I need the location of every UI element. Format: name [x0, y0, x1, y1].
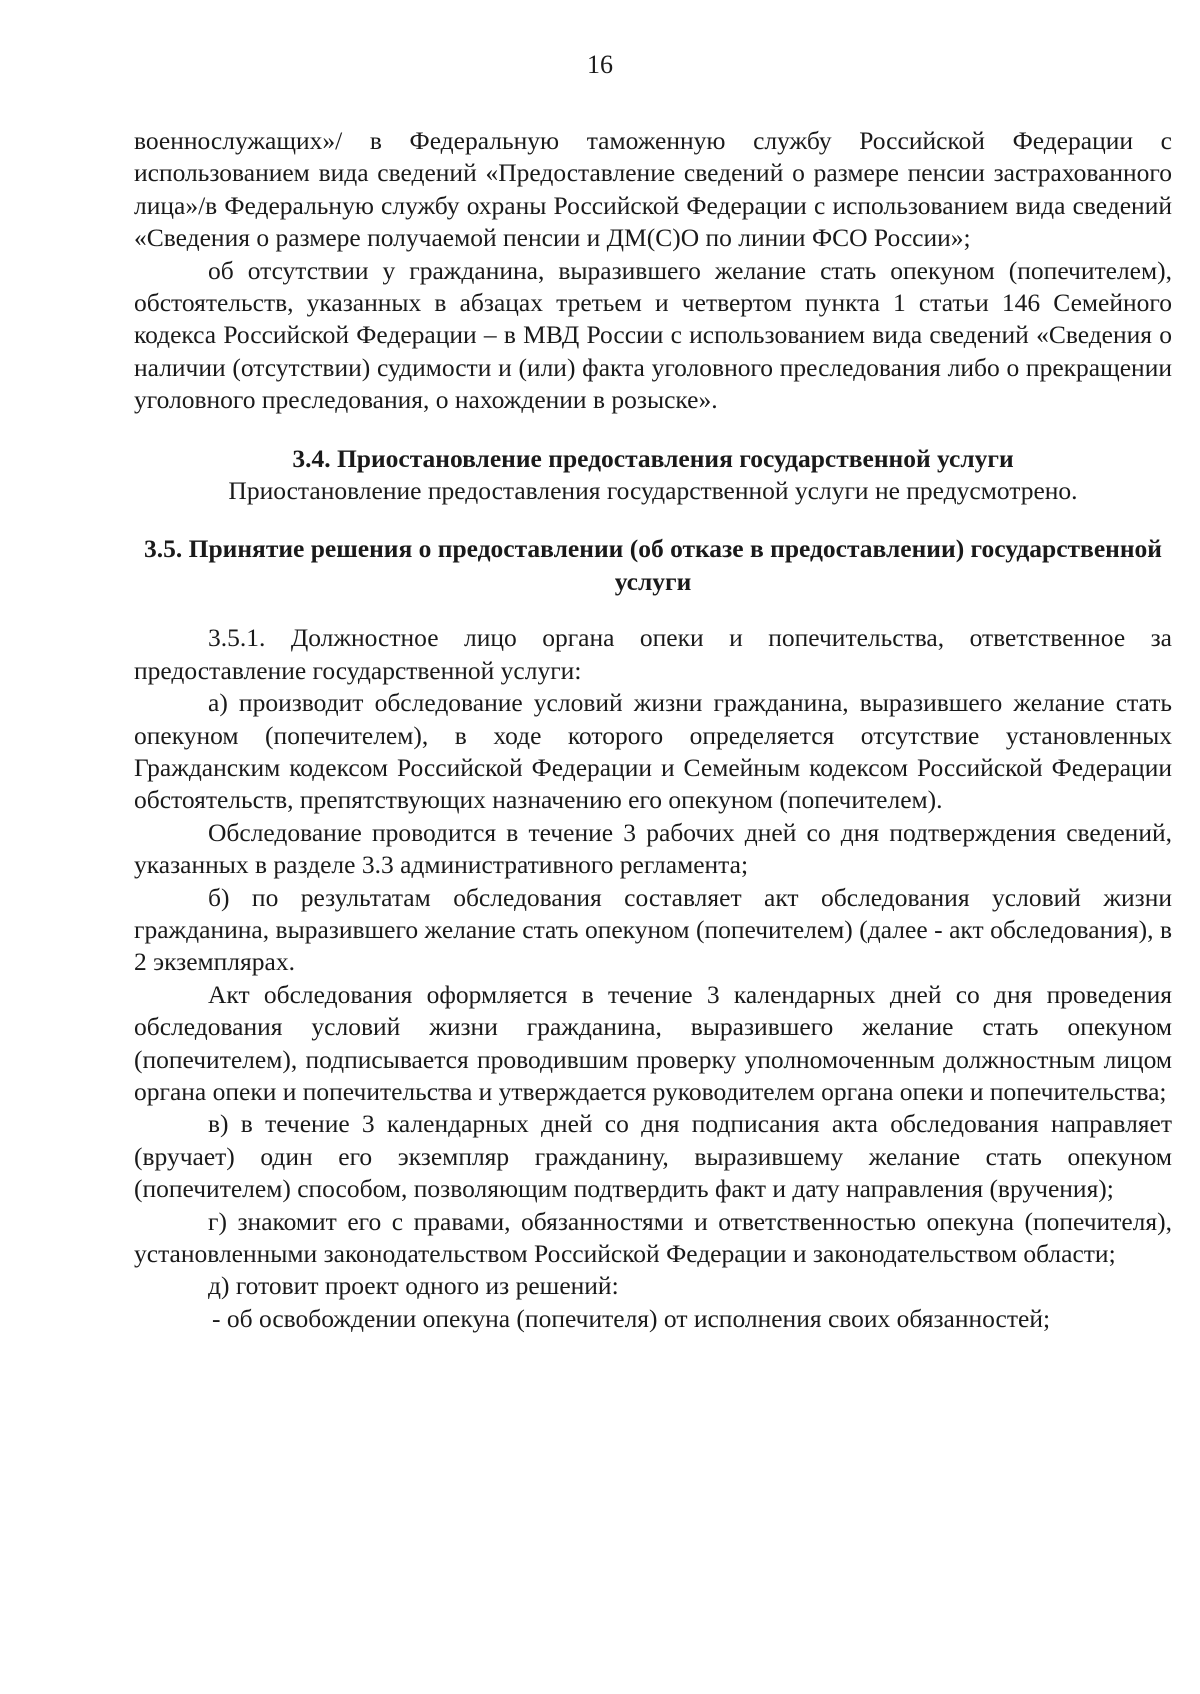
- paragraph-item-g: г) знакомит его с правами, обязанностями и ответственностью опекуна (попечителя), установленными законодательством Российской Федерации и законодательством области;: [134, 1206, 1172, 1268]
- paragraph-item-b: б) по результатам обследования составляет акт обследования условий жизни гражданина, выразившего желание стать опекуном (попечителем) (далее - акт обследования), в 2 экземплярах.: [134, 882, 1172, 977]
- document-body: [134, 125, 1172, 1335]
- page-number: 16: [587, 50, 613, 79]
- paragraph-item-d: д) готовит проект одного из решений:: [208, 1271, 619, 1301]
- paragraph-item-v: в) в течение 3 календарных дней со дня подписания акта обследования направляет (вручает) один его экземпляр гражданину, выразившему желание стать опекуном (попечителем) способом, позволяющим подтвердить факт и дату направления (вручения);: [134, 1109, 1172, 1204]
- paragraph-suspension: Приостановление предоставления государственной услуги не предусмотрено.: [228, 476, 1078, 506]
- paragraph-criminal-record: об отсутствии у гражданина, выразившего желание стать опекуном (попечителем), обстоятельств, указанных в абзацах третьем и четвертом пункта 1 статьи 146 Семейного кодекса Российской Федерации – в МВД России с использованием вида сведений «Сведения о наличии (отсутствии) судимости и (или) факта уголовного преследования либо о прекращении уголовного преследования, о нахождении в розыске».: [134, 255, 1172, 415]
- paragraph-item-a: а) производит обследование условий жизни гражданина, выразившего желание стать опекуном (попечителем), в ходе которого определяется отсутствие установленных Гражданским кодексом Российской Федерации и Семейным кодексом Российской Федерации обстоятельств, препятствующих назначению его опекуном (попечителем).: [134, 688, 1172, 815]
- paragraph-item-a-timing: Обследование проводится в течение 3 рабочих дней со дня подтверждения сведений, указанных в разделе 3.3 административного регламента;: [134, 817, 1172, 880]
- paragraph-item-b-act: Акт обследования оформляется в течение 3 календарных дней со дня проведения обследования условий жизни гражданина, выразившего желание стать опекуном (попечителем), подписывается проводившим проверку уполномоченным должностным лицом органа опеки и попечительства и утверждается руководителем органа опеки и попечительства;: [134, 979, 1172, 1106]
- list-item-release: - об освобождении опекуна (попечителя) от исполнения своих обязанностей;: [212, 1303, 1051, 1333]
- paragraph-3-5-1: 3.5.1. Должностное лицо органа опеки и попечительства, ответственное за предоставление государственной услуги:: [134, 623, 1172, 685]
- section-heading-3-5: 3.5. Принятие решения о предоставлении (об отказе в предоставлении) государственной услуги: [144, 534, 1162, 596]
- paragraph-continuation: военнослужащих»/ в Федеральную таможенную службу Российской Федерации с использованием вида сведений «Предоставление сведений о размере пенсии застрахованного лица»/в Федеральную службу охраны Российской Федерации с использованием вида сведений «Сведения о размере получаемой пенсии и ДМ(С)О по линии ФСО России»;: [134, 126, 1172, 253]
- section-heading-3-4: 3.4. Приостановление предоставления государственной услуги: [292, 443, 1014, 473]
